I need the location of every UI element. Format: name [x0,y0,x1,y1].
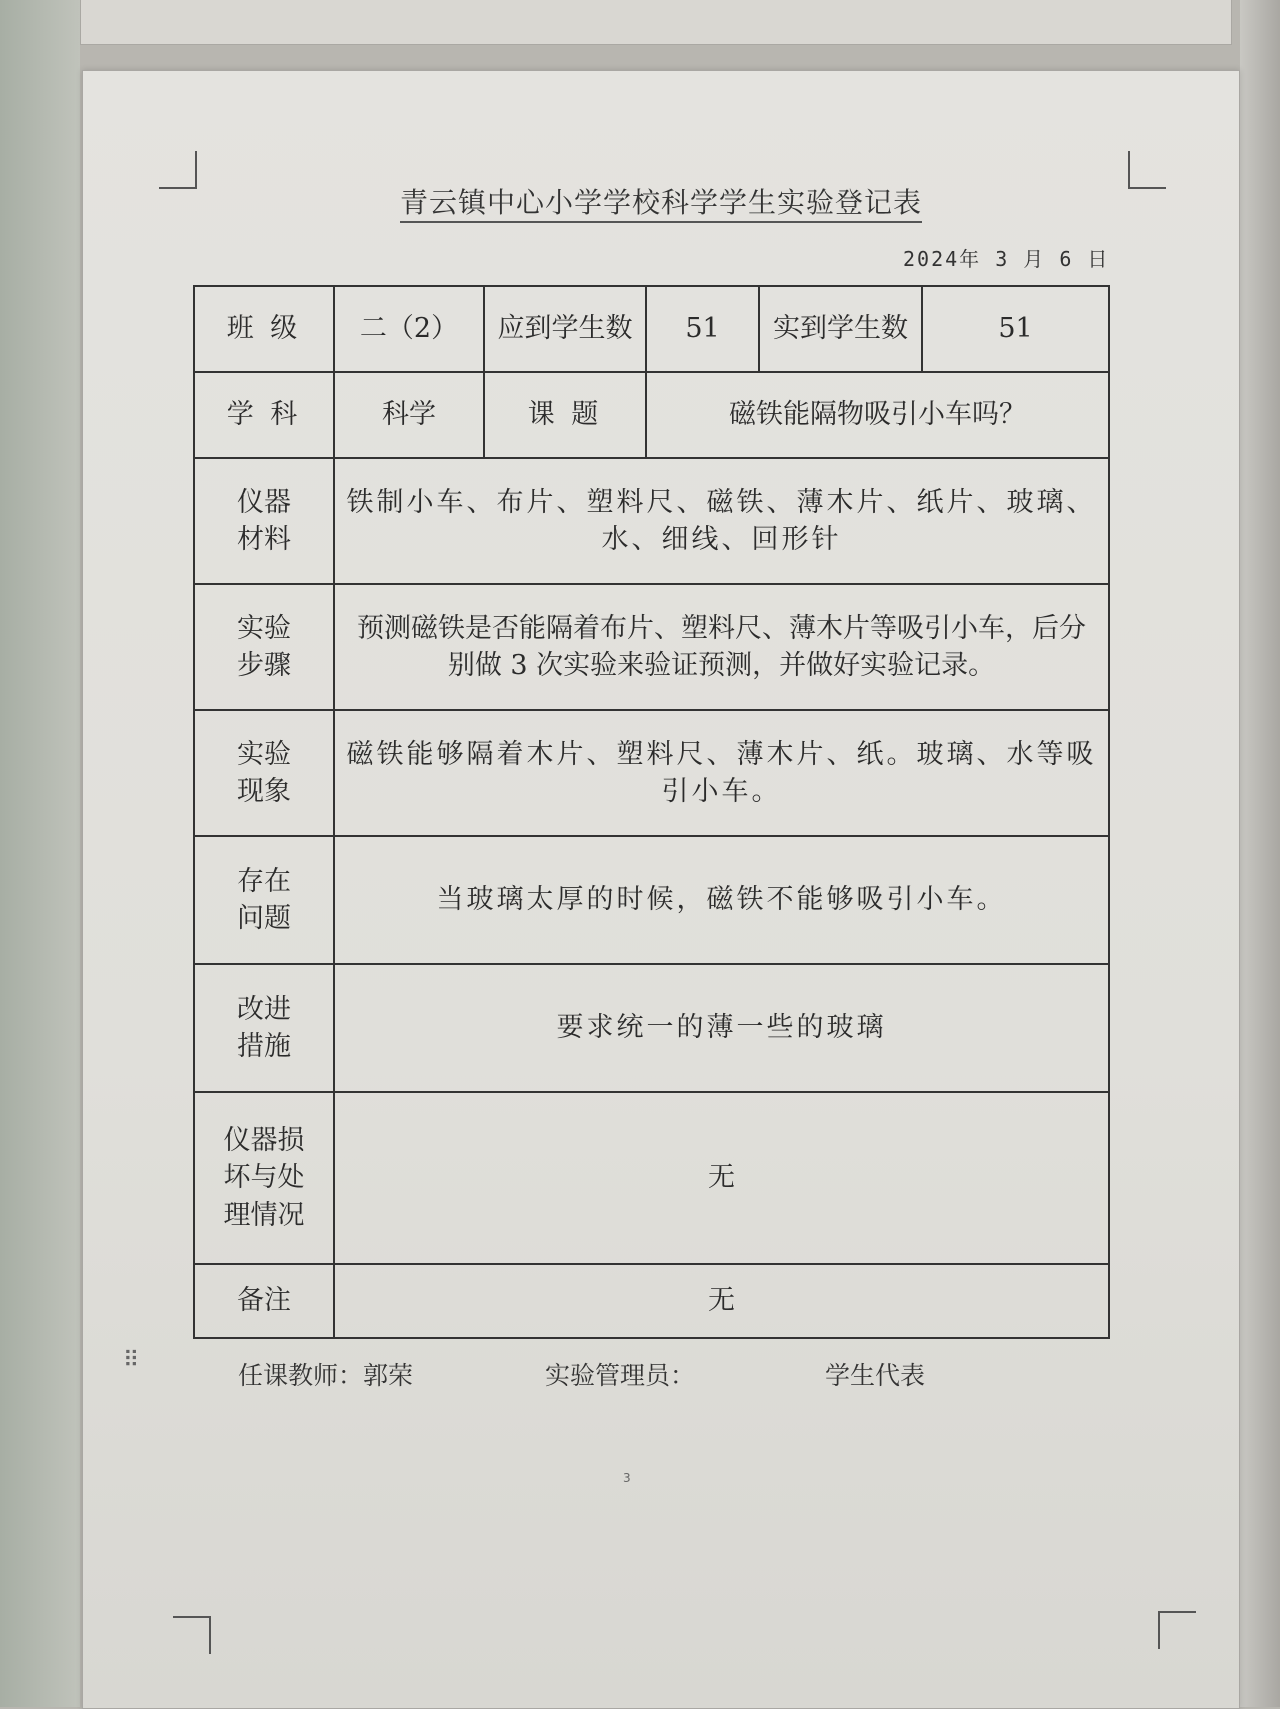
previous-page-edge [80,0,1232,45]
table-move-handle-icon[interactable]: ⠿ [123,1348,142,1373]
class-label: 班 级 [194,286,334,372]
remarks-value: 无 [334,1264,1109,1338]
phenomenon-label [194,710,334,836]
phenomenon-value: 磁铁能够隔着木片、塑料尺、薄木片、纸。玻璃、水等吸引小车。 [334,710,1109,836]
class-value: 二（2） [334,286,484,372]
phenomenon-label-line-1: 实验 [237,738,291,770]
damage-value: 无 [334,1092,1109,1264]
remarks-label: 备注 [194,1264,334,1338]
topic-value: 磁铁能隔物吸引小车吗？ [646,372,1109,458]
problem-value: 当玻璃太厚的时候，磁铁不能够吸引小车。 [334,836,1109,964]
crop-mark-bottom-right [1158,1611,1196,1649]
table-row [194,584,1109,710]
topic-label: 课 题 [484,372,646,458]
subject-value: 科学 [334,372,484,458]
materials-label-line-1: 仪器 [237,486,291,518]
table-row [194,372,1109,458]
improvement-label [194,964,334,1092]
table-row [194,710,1109,836]
crop-mark-bottom-left [173,1616,211,1654]
problem-label [194,836,334,964]
improvement-value: 要求统一的薄一些的玻璃 [334,964,1109,1092]
table-row [194,286,1109,372]
improvement-label-line-1: 改进 [237,993,291,1025]
footer-admin: 实验管理员： [545,1361,696,1390]
page-number: 3 [623,1471,631,1485]
table-row [194,1264,1109,1338]
damage-label [194,1092,334,1264]
subject-label: 学 科 [194,372,334,458]
footer-teacher: 任课教师：郭荣 [238,1361,414,1390]
actual-students-value: 51 [922,286,1109,372]
steps-label-line-2: 步骤 [237,650,291,681]
damage-label-line-1: 仪器损 [223,1125,305,1157]
document-date: 2024年 3 月 6 日 [903,247,1110,271]
expected-students-value: 51 [646,286,759,372]
actual-students-label: 实到学生数 [759,286,922,372]
expected-students-label: 应到学生数 [484,286,646,372]
steps-value: 预测磁铁是否能隔着布片、塑料尺、薄木片等吸引小车，后分别做 3 次实验来验证预测，并做好实验记录。 [334,584,1109,710]
table-row [194,458,1109,584]
record-table [193,285,1110,1339]
phenomenon-label-line-2: 现象 [237,776,291,807]
problem-label-line-1: 存在 [237,865,291,897]
table-row [194,1092,1109,1264]
document-title-text: 青云镇中心小学学校科学学生实验登记表 [400,186,922,223]
improvement-label-line-2: 措施 [237,1031,291,1062]
materials-label-line-2: 材料 [237,524,291,555]
steps-label [194,584,334,710]
table-row [194,964,1109,1092]
footer-student-rep: 学生代表 [825,1361,926,1390]
problem-label-line-2: 问题 [237,903,291,934]
damage-label-line-2: 坏与处 [223,1162,305,1194]
materials-label [194,458,334,584]
steps-label-line-1: 实验 [237,612,291,644]
document-title [83,181,1239,221]
table-row [194,836,1109,964]
background-left [0,0,80,1707]
materials-value: 铁制小车、布片、塑料尺、磁铁、薄木片、纸片、玻璃、水、细线、回形针 [334,458,1109,584]
document-page [82,70,1240,1709]
background-right [1240,0,1280,1707]
damage-label-line-3: 理情况 [223,1199,305,1231]
